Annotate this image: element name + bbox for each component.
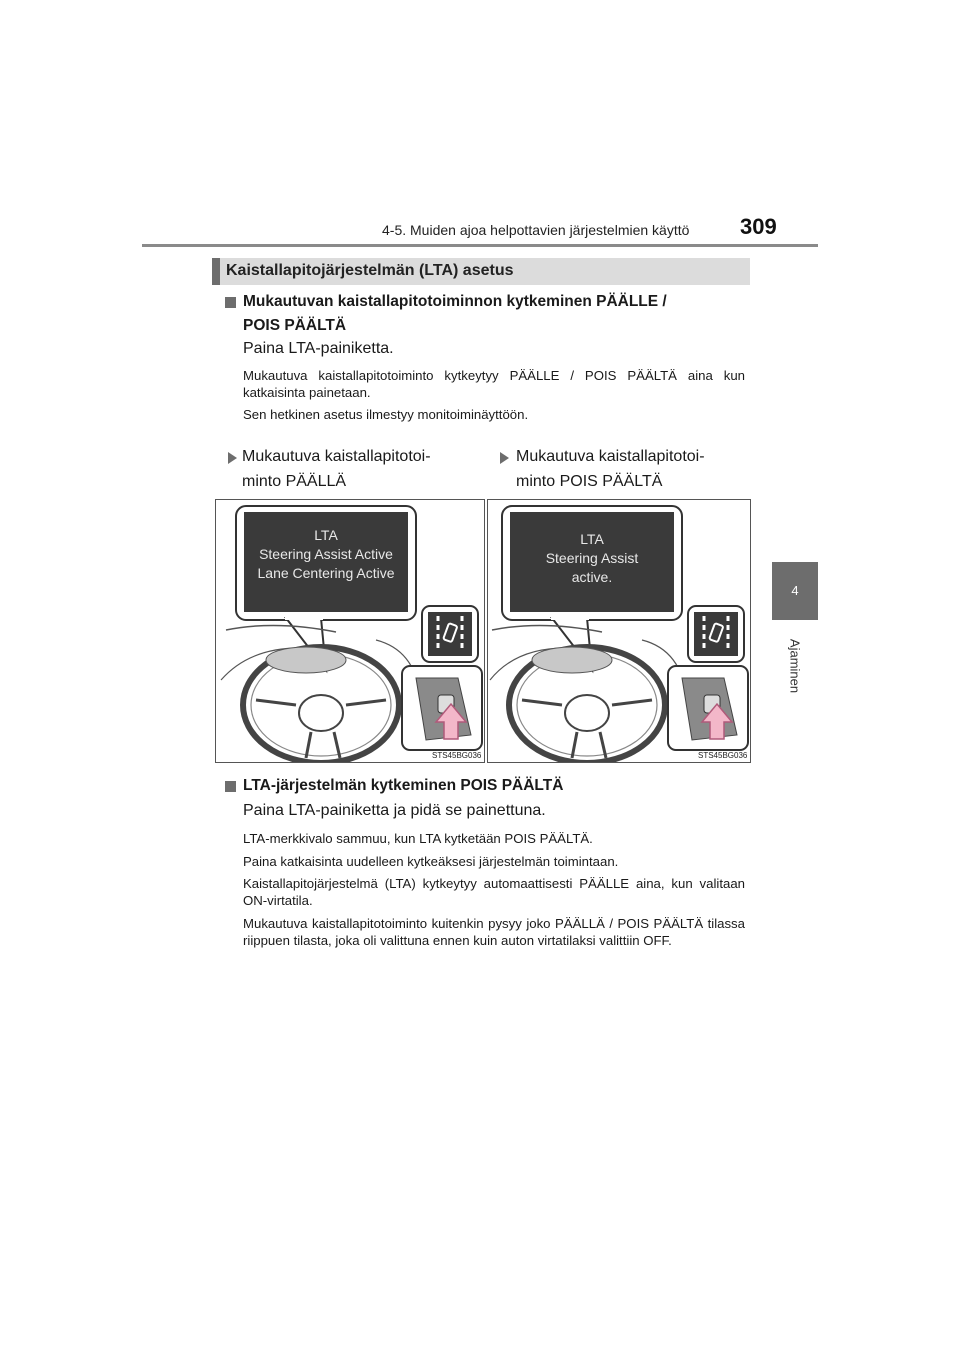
block2-para2: Paina katkaisinta uudelleen kytkeäksesi järjestelmän toimintaan. (243, 854, 619, 869)
caption-arrow-icon (228, 452, 237, 464)
block2-instruction: Paina LTA-painiketta ja pidä se painettuna. (243, 802, 546, 819)
section-accent (212, 258, 220, 285)
chapter-tab-label-box (772, 626, 818, 706)
figure-code: STS45BG036 (698, 751, 748, 760)
block2-heading: LTA-järjestelmän kytkeminen POIS PÄÄLTÄ (243, 777, 564, 794)
bullet-square-icon (225, 297, 236, 308)
multi-info-display-off (510, 530, 674, 587)
display-line2: Steering Assist Active (259, 546, 393, 562)
display-line1: LTA (314, 527, 338, 543)
caption-off-line2: minto POIS PÄÄLTÄ (516, 473, 663, 490)
section-title-bar (212, 258, 750, 285)
figure-code: STS45BG036 (432, 751, 482, 760)
bullet-square-icon (225, 781, 236, 792)
display-line1: LTA (580, 531, 604, 547)
chapter-tab: 4 (772, 562, 818, 620)
caption-arrow-icon (500, 452, 509, 464)
block1-heading (243, 290, 753, 338)
caption-off-line1: Mukautuva kaistallapitotoi- (516, 448, 705, 465)
display-line3: Lane Centering Active (257, 565, 395, 581)
illustration-caption-on (242, 444, 482, 494)
block2-para3: Kaistallapitojärjestelmä (LTA) kytkeytyy automaattisesti PÄÄLLE aina, kun valitaan ON-virtatila. (243, 876, 745, 908)
illustration-lta-off (487, 499, 751, 763)
block1-heading-line1: Mukautuvan kaistallapitotoiminnon kytkeminen PÄÄLLE / (243, 293, 667, 310)
block1-para2: Sen hetkinen asetus ilmestyy monitoiminäyttöön. (243, 407, 529, 422)
header-divider (142, 244, 818, 247)
caption-on-line1: Mukautuva kaistallapitotoi- (242, 448, 431, 465)
section-title: Kaistallapitojärjestelmän (LTA) asetus (226, 262, 514, 279)
block2-para4: Mukautuva kaistallapitotoiminto kuitenkin pysyy joko PÄÄLLÄ / POIS PÄÄLTÄ tilassa riippuen tilasta, joka oli valittuna ennen kuin auton virtatilaksi valittiin OFF. (243, 916, 745, 948)
illustration-lta-on (215, 499, 485, 763)
page-number: 309 (740, 214, 777, 239)
chapter-header: 4-5. Muiden ajoa helpottavien järjestelmien käyttö (382, 222, 690, 238)
illustration-caption-off (516, 444, 756, 494)
chapter-tab-label: Ajaminen (787, 638, 803, 694)
block1-instruction: Paina LTA-painiketta. (243, 340, 394, 357)
block1-para1: Mukautuva kaistallapitotoiminto kytkeytyy PÄÄLLE / POIS PÄÄLTÄ aina kun katkaisinta painetaan. (243, 368, 745, 400)
block1-heading-line2: POIS PÄÄLTÄ (243, 317, 347, 334)
caption-on-line2: minto PÄÄLLÄ (242, 473, 347, 490)
multi-info-display-on (244, 526, 408, 583)
block2-para1: LTA-merkkivalo sammuu, kun LTA kytketään POIS PÄÄLTÄ. (243, 831, 593, 846)
display-line2: Steering Assist (545, 550, 639, 566)
display-line3: active. (571, 569, 613, 585)
